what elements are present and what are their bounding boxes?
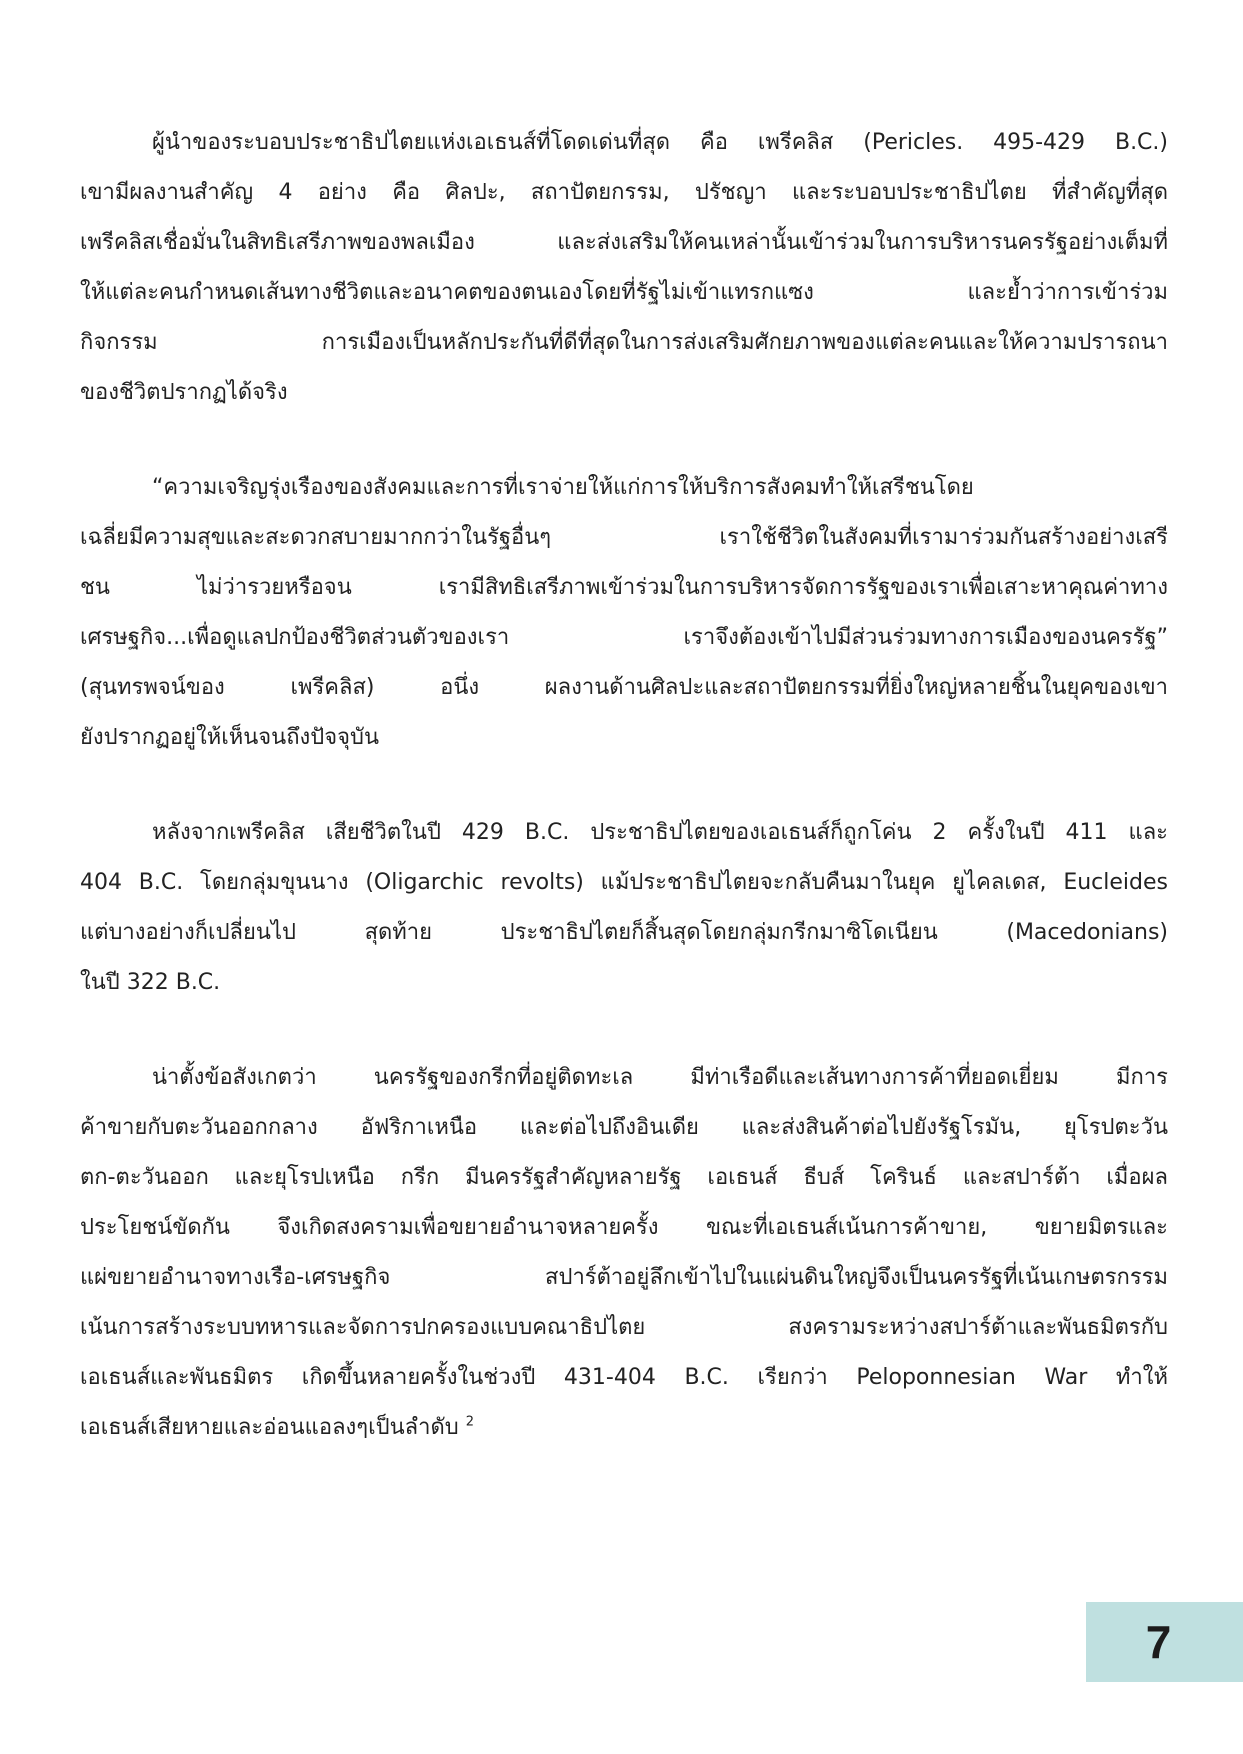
text-line: ชน ไม่ว่ารวยหรือจน เรามีสิทธิเสรีภาพเข้าร่วมในการบริหารจัดการรัฐของเราเพื่อเสาะหาคุณค่าทาง bbox=[80, 575, 1168, 600]
text-line: “ความเจริญรุ่งเรืองของสังคมและการที่เราจ่ายให้แก่การให้บริการสังคมทำให้เสรีชนโดย bbox=[152, 475, 974, 500]
text-line: เพรีคลิสเชื่อมั่นในสิทธิเสรีภาพของพลเมือง และส่งเสริมให้คนเหล่านั้นเข้าร่วมในการบริหารนครรัฐอย่างเต็มที่ bbox=[80, 230, 1168, 255]
text-line: น่าตั้งข้อสังเกตว่า นครรัฐของกรีกที่อยู่ติดทะเล มีท่าเรือดีและเส้นทางการค้าที่ยอดเยี่ยม มีการ bbox=[152, 1065, 1168, 1090]
footnote-marker: 2 bbox=[465, 1414, 474, 1430]
text-line: ตก-ตะวันออก และยุโรปเหนือ กรีก มีนครรัฐสำคัญหลายรัฐ เอเธนส์ ธีบส์ โครินธ์ และสปาร์ต้า เมื่อผล bbox=[80, 1165, 1168, 1190]
page-number: 7 bbox=[1145, 1616, 1172, 1668]
text-line bbox=[80, 1403, 1168, 1453]
text-line: เฉลี่ยมีความสุขและสะดวกสบายมากกว่าในรัฐอื่นๆ เราใช้ชีวิตในสังคมที่เรามาร่วมกันสร้างอย่างเสรี bbox=[80, 525, 1168, 550]
page-number-tab bbox=[1086, 1602, 1243, 1682]
text-line: เขามีผลงานสำคัญ 4 อย่าง คือ ศิลปะ, สถาปัตยกรรม, ปรัชญา และระบอบประชาธิปไตย ที่สำคัญที่สุด bbox=[80, 180, 1168, 205]
text-line: ยังปรากฏอยู่ให้เห็นจนถึงปัจจุบัน bbox=[80, 725, 380, 750]
paragraph-democracy-fall bbox=[80, 808, 1168, 1008]
text-line-content: เอเธนส์เสียหายและอ่อนแอลงๆเป็นลำดับ bbox=[80, 1415, 459, 1440]
paragraph-city-states bbox=[80, 1053, 1168, 1453]
text-line: ผู้นำของระบอบประชาธิปไตยแห่งเอเธนส์ที่โดดเด่นที่สุด คือ เพรีคลิส (Pericles. 495-429 B.C.) bbox=[152, 130, 1168, 155]
paragraph-pericles-intro bbox=[80, 118, 1168, 418]
text-line: ค้าขายกับตะวันออกกลาง อัฟริกาเหนือ และต่อไปถึงอินเดีย และส่งสินค้าต่อไปยังรัฐโรมัน, ยุโรปตะวัน bbox=[80, 1115, 1168, 1140]
text-line: เศรษฐกิจ...เพื่อดูแลปกป้องชีวิตส่วนตัวของเรา เราจึงต้องเข้าไปมีส่วนร่วมทางการเมืองของนครรัฐ” bbox=[80, 625, 1168, 650]
text-line: แต่บางอย่างก็เปลี่ยนไป สุดท้าย ประชาธิปไตยก็สิ้นสุดโดยกลุ่มกรีกมาซิโดเนียน (Macedonians) bbox=[80, 920, 1168, 945]
text-line: ประโยชน์ขัดกัน จึงเกิดสงครามเพื่อขยายอำนาจหลายครั้ง ขณะที่เอเธนส์เน้นการค้าขาย, ขยายมิตรและ bbox=[80, 1215, 1168, 1240]
text-line: เอเธนส์และพันธมิตร เกิดขึ้นหลายครั้งในช่วงปี 431-404 B.C. เรียกว่า Peloponnesian War ทำให้ bbox=[80, 1365, 1168, 1390]
text-line: 404 B.C. โดยกลุ่มขุนนาง (Oligarchic revolts) แม้ประชาธิปไตยจะกลับคืนมาในยุค ยูไคลเดส, Eucleides bbox=[80, 870, 1168, 895]
text-line: (สุนทรพจน์ของ เพรีคลิส) อนึ่ง ผลงานด้านศิลปะและสถาปัตยกรรมที่ยิ่งใหญ่หลายชิ้นในยุคของเขา bbox=[80, 675, 1168, 700]
body-text bbox=[80, 118, 1168, 1498]
text-line: กิจกรรม การเมืองเป็นหลักประกันที่ดีที่สุดในการส่งเสริมศักยภาพของแต่ละคนและให้ความปรารถนา bbox=[80, 330, 1168, 355]
text-line: แผ่ขยายอำนาจทางเรือ-เศรษฐกิจ สปาร์ต้าอยู่ลึกเข้าไปในแผ่นดินใหญ่จึงเป็นนครรัฐที่เน้นเกษตรกรรม bbox=[80, 1265, 1168, 1290]
text-line: เน้นการสร้างระบบทหารและจัดการปกครองแบบคณาธิปไตย สงครามระหว่างสปาร์ต้าและพันธมิตรกับ bbox=[80, 1315, 1168, 1340]
paragraph-pericles-quote bbox=[80, 463, 1168, 763]
text-line: ในปี 322 B.C. bbox=[80, 970, 221, 995]
text-line: ให้แต่ละคนกำหนดเส้นทางชีวิตและอนาคตของตนเองโดยที่รัฐไม่เข้าแทรกแซง และย้ำว่าการเข้าร่วม bbox=[80, 280, 1168, 305]
text-line: ของชีวิตปรากฏได้จริง bbox=[80, 380, 288, 405]
text-line: หลังจากเพรีคลิส เสียชีวิตในปี 429 B.C. ประชาธิปไตยของเอเธนส์ก็ถูกโค่น 2 ครั้งในปี 411 และ bbox=[152, 820, 1168, 845]
